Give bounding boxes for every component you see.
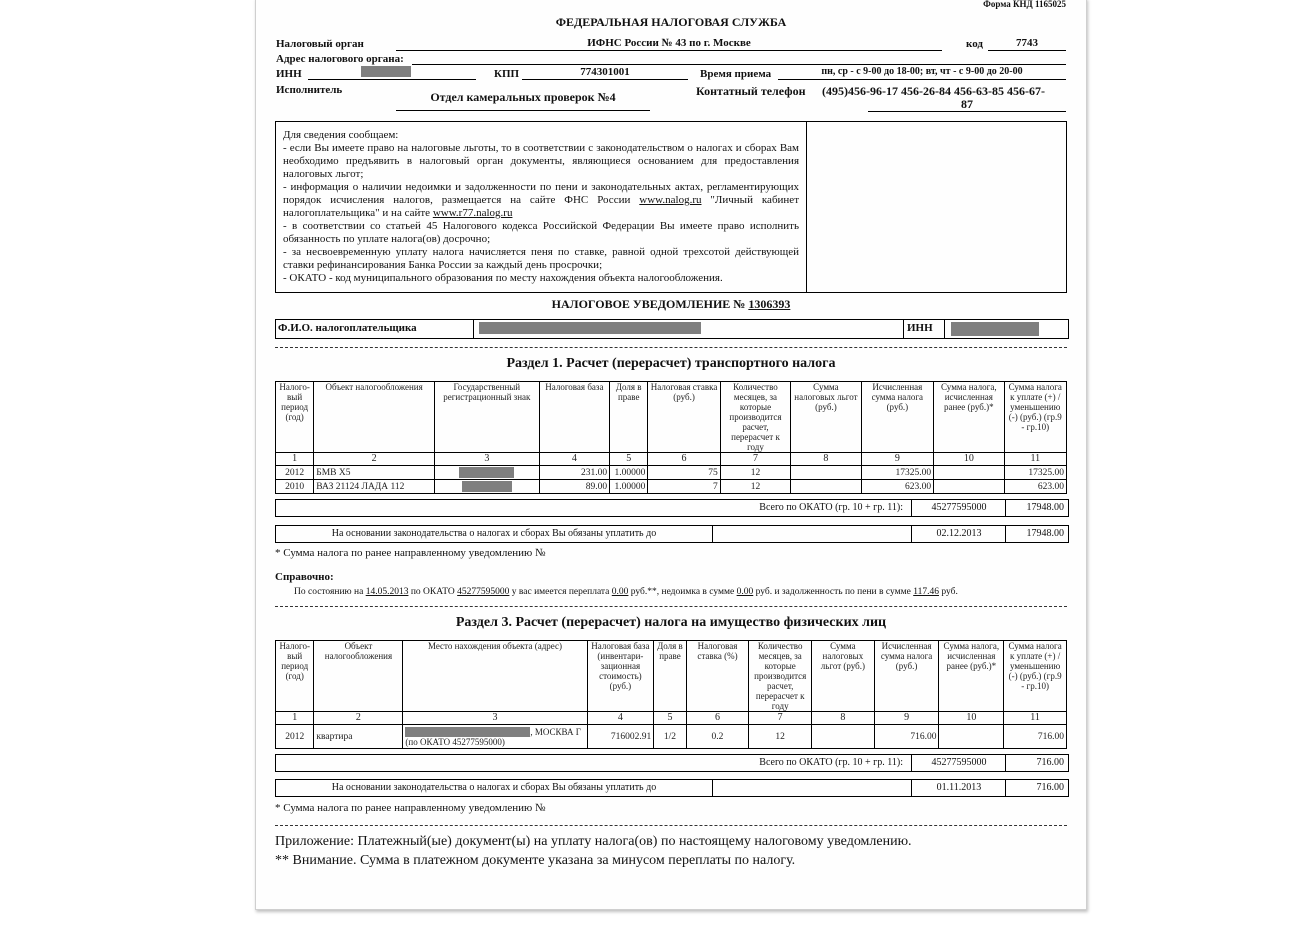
col-header: Доля в праве <box>654 641 686 712</box>
col-header: Исчисленная сумма налога (руб.) <box>874 641 939 712</box>
executor-value: Отдел камеральных проверок №4 <box>396 90 650 111</box>
payment-label: На основании законодательства о налогах и сборах Вы обязаны уплатить до <box>331 782 657 793</box>
fio-label: Ф.И.О. налогоплательщика <box>278 322 417 334</box>
reference-okato: 45277595000 <box>457 587 510 597</box>
section3-payment-box <box>275 779 1069 797</box>
inn-value <box>308 66 476 80</box>
address-value <box>412 52 1066 65</box>
col-header: Доля в праве <box>610 382 648 453</box>
section1-total-box <box>275 499 1069 517</box>
notice-number: 1306393 <box>748 297 791 311</box>
table-row: 2010 ВАЗ 21124 ЛАДА 112 89.00 1.00000 7 12 623.00 623.00 <box>276 480 1067 494</box>
phone-label: Контатный телефон <box>696 84 806 98</box>
col-header: Налоговая ставка (%) <box>686 641 749 712</box>
payment-sum: 17948.00 <box>1005 526 1066 542</box>
section1-footnote: * Сумма налога по ранее направленному уведомлению № <box>275 547 546 559</box>
tax-notice-page <box>255 0 1087 910</box>
r77-link[interactable]: www.r77.nalog.ru <box>432 207 513 219</box>
section1-payment-box <box>275 525 1069 543</box>
col-header: Объект налогообложения <box>314 641 403 712</box>
redacted-plate <box>462 481 512 492</box>
total-okato: 45277595000 <box>911 500 1006 516</box>
info-arrears: - информация о наличии недоимки и задолженности по пени и законодательных актах, регламентирующих порядок исчисления налогов, размещается на сайте ФНС России www.nalog.ru "Личный кабинет налогоплательщика" и на сайте www.r77.nalog.ru <box>283 181 800 219</box>
section1-title: Раздел 1. Расчет (перерасчет) транспортного налога <box>506 356 836 371</box>
total-sum: 17948.00 <box>1005 500 1066 516</box>
appendix-line1: Приложение: Платежный(ые) документ(ы) на уплату налога(ов) по настоящему налоговому уведомлению. <box>275 834 912 849</box>
info-intro: Для сведения сообщаем: <box>283 129 399 141</box>
col-header: Сумма налога, исчисленная ранее (руб.)* <box>934 382 1004 453</box>
notice-title: НАЛОГОВОЕ УВЕДОМЛЕНИЕ № 1306393 <box>551 297 791 311</box>
table-row: 2012 БМВ X5 231.00 1.00000 75 12 17325.00 17325.00 <box>276 466 1067 480</box>
section3-title: Раздел 3. Расчет (перерасчет) налога на имущество физических лиц <box>455 615 887 630</box>
code-value: 7743 <box>988 37 1066 51</box>
col-header: Количество месяцев, за которые производится расчет, перерасчет к году <box>749 641 812 712</box>
code-label: код <box>966 38 983 50</box>
table-header-row <box>276 641 1067 712</box>
reference-penalty: 117.46 <box>913 587 939 597</box>
col-header: Налого-вый период (год) <box>276 382 314 453</box>
divider <box>275 825 1067 826</box>
col-header: Место нахождения объекта (адрес) <box>403 641 587 712</box>
col-header: Налоговая база <box>539 382 609 453</box>
col-header: Количество месяцев, за которые производится расчет, перерасчет к году <box>720 382 790 453</box>
section3-total-box <box>275 754 1069 772</box>
redacted-plate <box>459 467 514 478</box>
reference-text: По состоянию на 14.05.2013 по ОКАТО 45277595000 у вас имеется переплата 0.00 руб.**, недоимка в сумме 0.00 руб. и задолженность по пени в сумме 117.46 руб. <box>294 587 958 597</box>
section3-table <box>275 640 1067 749</box>
col-header: Государственный регистрационный знак <box>434 382 539 453</box>
phone-value-line1: (495)456-96-17 456-26-84 456-63-85 456-67- <box>822 84 1045 98</box>
redacted-inn <box>361 66 411 77</box>
total-label: Всего по ОКАТО (гр. 10 + гр. 11): <box>759 757 903 768</box>
kpp-label: КПП <box>494 68 520 80</box>
col-header: Налого-вый период (год) <box>276 641 314 712</box>
tax-authority-label: Налоговый орган <box>276 38 364 50</box>
reference-arrears: 0.00 <box>736 587 754 597</box>
redacted-inn <box>951 322 1039 336</box>
column-number-row: 1 2 3 4 5 6 7 8 9 10 11 <box>276 453 1067 466</box>
section3-footnote: * Сумма налога по ранее направленному уведомлению № <box>275 802 546 814</box>
table-row: 2012 квартира , МОСКВА Г (по ОКАТО 45277595000) 716002.91 1/2 0.2 12 716.00 716.00 <box>276 725 1067 749</box>
col-header: Налоговая база (инвентари-зационная стоимость) (руб.) <box>587 641 654 712</box>
info-penalty: - за несвоевременную уплату налога начисляется пеня по ставке, равной одной трехсотой действующей ставки рефинансирования Банка России за каждый день просрочки; <box>283 246 799 271</box>
info-divider <box>806 122 807 292</box>
payment-date: 02.12.2013 <box>911 526 1006 542</box>
kpp-value: 774301001 <box>522 66 688 80</box>
nalog-link[interactable]: www.nalog.ru <box>639 194 702 206</box>
taxpayer-row <box>275 319 1069 339</box>
tax-authority-value: ИФНС России № 43 по г. Москве <box>396 37 942 51</box>
inn-label: ИНН <box>276 68 302 80</box>
info-okato: - ОКАТО - код муниципального образования по месту нахождения объекта налогообложения. <box>283 272 723 284</box>
col-header: Сумма налоговых льгот (руб.) <box>812 641 875 712</box>
reference-heading: Справочно: <box>275 571 334 583</box>
redacted-address <box>405 727 530 737</box>
address-label: Адрес налогового органа: <box>276 53 404 65</box>
total-okato: 45277595000 <box>911 755 1006 771</box>
phone-value-line2: 87 <box>868 97 1066 112</box>
info-early-payment: - в соответствии со статьей 45 Налогового кодекса Российской Федерации Вы имеете право исполнить обязанность по уплате налога(ов) досрочно; <box>283 220 799 245</box>
divider <box>275 347 1067 348</box>
col-header: Объект налогообложения <box>314 382 435 453</box>
document-title: ФЕДЕРАЛЬНАЯ НАЛОГОВАЯ СЛУЖБА <box>555 15 787 29</box>
col-header: Исчисленная сумма налога (руб.) <box>861 382 933 453</box>
payment-sum: 716.00 <box>1005 780 1066 796</box>
info-box <box>275 121 1067 293</box>
total-label: Всего по ОКАТО (гр. 10 + гр. 11): <box>759 502 903 513</box>
reference-date: 14.05.2013 <box>365 587 409 597</box>
form-code: Форма КНД 1165025 <box>983 0 1066 9</box>
fio-inn-label: ИНН <box>907 322 933 334</box>
col-header: Сумма налоговых льгот (руб.) <box>791 382 861 453</box>
divider <box>275 606 1067 607</box>
table-header-row <box>276 382 1067 453</box>
reception-label: Время приема <box>700 68 772 80</box>
reception-value: пн, ср - с 9-00 до 18-00; вт, чт - с 9-00 до 20-00 <box>778 66 1066 80</box>
col-header: Сумма налога, исчисленная ранее (руб.)* <box>939 641 1004 712</box>
section1-table <box>275 381 1067 494</box>
col-header: Налоговая ставка (руб.) <box>648 382 720 453</box>
payment-label: На основании законодательства о налогах и сборах Вы обязаны уплатить до <box>331 528 657 539</box>
appendix-line2: ** Внимание. Сумма в платежном документе указана за минусом переплаты по налогу. <box>275 853 796 868</box>
info-benefits: - если Вы имеете право на налоговые льготы, то в соответствии с законодательством о налогах и сборах Вам необходимо предъявить в налоговый орган документы, являющиеся основанием для предоставления налоговых льгот; <box>283 142 799 180</box>
info-text <box>283 129 799 285</box>
col-header: Сумма налога к уплате (+) / уменьшению (-) (руб.) (гр.9 - гр.10) <box>1004 382 1066 453</box>
payment-date: 01.11.2013 <box>911 780 1006 796</box>
col-header: Сумма налога к уплате (+) / уменьшению (-) (руб.) (гр.9 - гр.10) <box>1004 641 1067 712</box>
column-number-row: 1 2 3 4 5 6 7 8 9 10 11 <box>276 712 1067 725</box>
reference-overpay: 0.00 <box>611 587 629 597</box>
executor-label: Исполнитель <box>276 84 343 96</box>
total-sum: 716.00 <box>1005 755 1066 771</box>
redacted-fio <box>479 322 701 334</box>
address-cell: , МОСКВА Г (по ОКАТО 45277595000) <box>403 725 587 749</box>
